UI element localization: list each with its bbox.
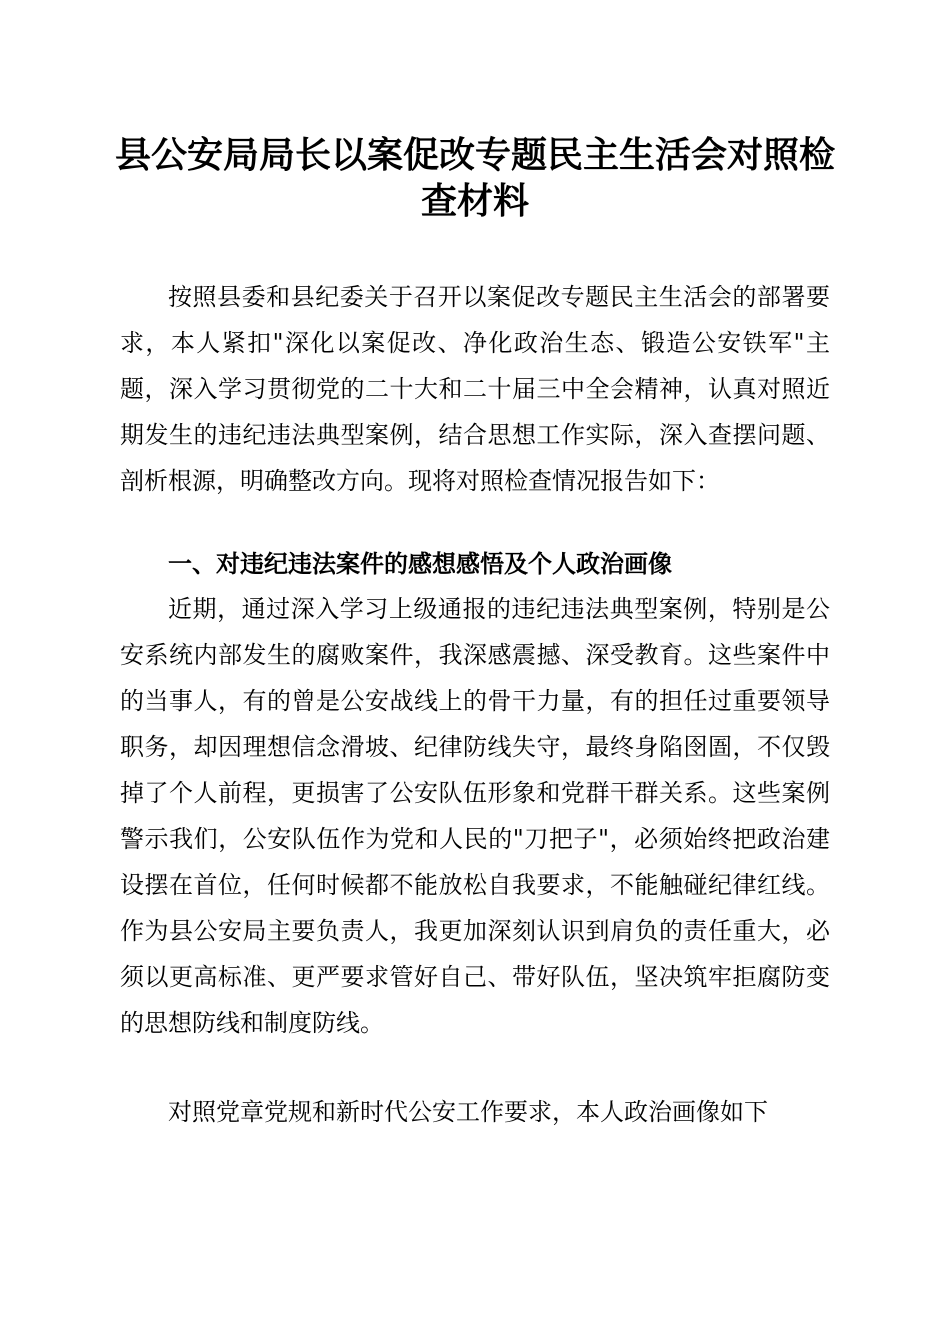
section-1-paragraph: 近期，通过深入学习上级通报的违纪违法典型案例，特别是公安系统内部发生的腐败案件，我深感震撼、深受教育。这些案件中的当事人，有的曾是公安战线上的骨干力量，有的担任过重要领导职务，却因理想信念滑坡、纪律防线失守，最终身陷囹圄，不仅毁掉了个人前程，更损害了公安队伍形象和党群干群关系。这些案例警示我们，公安队伍作为党和人民的"刀把子"，必须始终把政治建设摆在首位，任何时候都不能放松自我要求，不能触碰纪律红线。作为县公安局主要负责人，我更加深刻认识到肩负的责任重大，必须以更高标准、更严要求管好自己、带好队伍，坚决筑牢拒腐防变的思想防线和制度防线。 <box>120 595 830 1037</box>
section-heading-1: 一、对违纪违法案件的感想感悟及个人政治画像 <box>168 550 672 578</box>
intro-paragraph: 按照县委和县纪委关于召开以案促改专题民主生活会的部署要求，本人紧扣"深化以案促改、净化政治生态、锻造公安铁军"主题，深入学习贯彻党的二十大和二十届三中全会精神，认真对照近期发生的违纪违法典型案例，结合思想工作实际，深入查摆问题、剖析根源，明确整改方向。现将对照检查情况报告如下： <box>120 283 830 495</box>
political-portrait-paragraph: 对照党章党规和新时代公安工作要求，本人政治画像如下 <box>168 1098 768 1126</box>
document-title: 县公安局局长以案促改专题民主生活会对照检查材料 <box>114 134 835 222</box>
